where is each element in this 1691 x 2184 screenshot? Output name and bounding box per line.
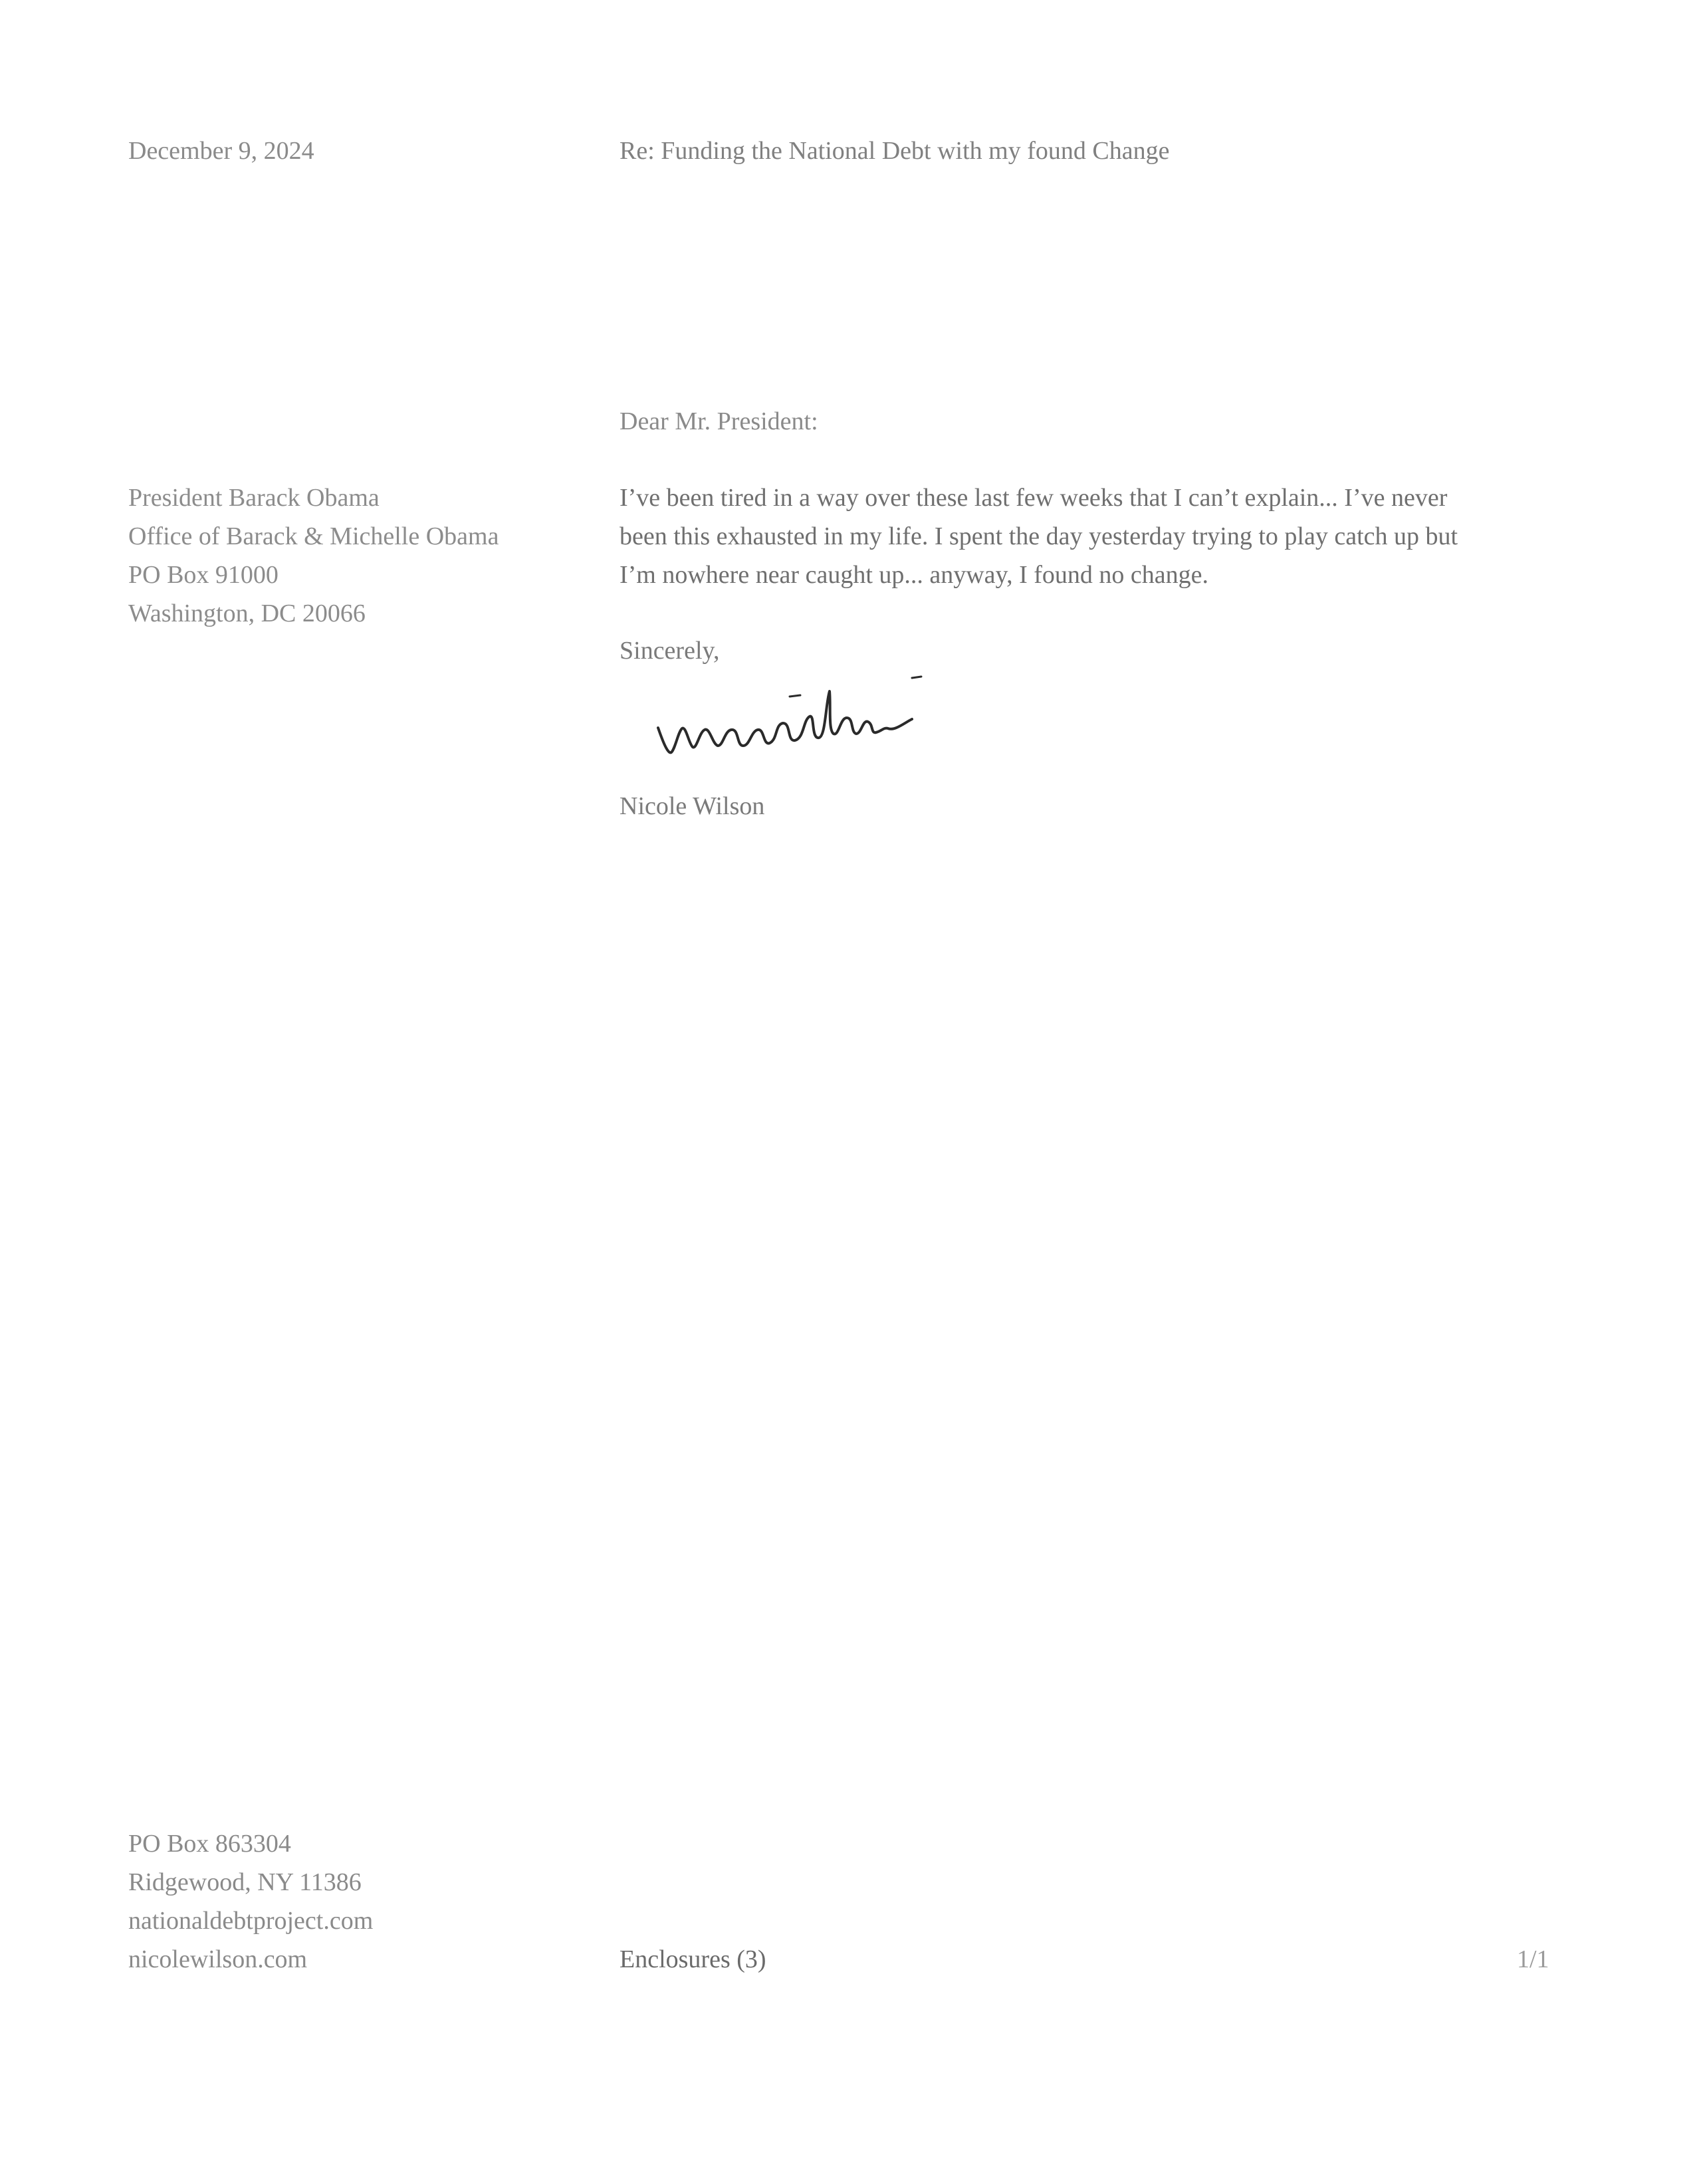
body-line: I’ve been tired in a way over these last few weeks that I can’t explain... I’ve never bbox=[620, 484, 1448, 512]
recipient-name: President Barack Obama bbox=[128, 484, 380, 512]
signer-name: Nicole Wilson bbox=[620, 792, 765, 820]
page-number: 1/1 bbox=[1517, 1945, 1549, 1973]
recipient-city-state-zip: Washington, DC 20066 bbox=[128, 600, 366, 627]
letter-body bbox=[620, 479, 1563, 594]
recipient-office: Office of Barack & Michelle Obama bbox=[128, 522, 499, 550]
sender-website-personal: nicolewilson.com bbox=[128, 1945, 308, 1973]
handwritten-signature bbox=[651, 665, 957, 778]
enclosures-note: Enclosures (3) bbox=[620, 1945, 766, 1973]
closing: Sincerely, bbox=[620, 637, 720, 665]
body-line: I’m nowhere near caught up... anyway, I found no change. bbox=[620, 561, 1208, 589]
salutation: Dear Mr. President: bbox=[620, 407, 818, 435]
sender-address bbox=[128, 1824, 373, 1979]
letter-date: December 9, 2024 bbox=[128, 137, 314, 165]
recipient-po-box: PO Box 91000 bbox=[128, 561, 279, 589]
recipient-address bbox=[128, 479, 499, 633]
sender-po-box: PO Box 863304 bbox=[128, 1830, 291, 1858]
sender-city-state-zip: Ridgewood, NY 11386 bbox=[128, 1868, 362, 1896]
letter-subject: Re: Funding the National Debt with my found Change bbox=[620, 137, 1170, 165]
sender-website-national-debt: nationaldebtproject.com bbox=[128, 1907, 374, 1935]
body-line: been this exhausted in my life. I spent the day yesterday trying to play catch up but bbox=[620, 522, 1458, 550]
